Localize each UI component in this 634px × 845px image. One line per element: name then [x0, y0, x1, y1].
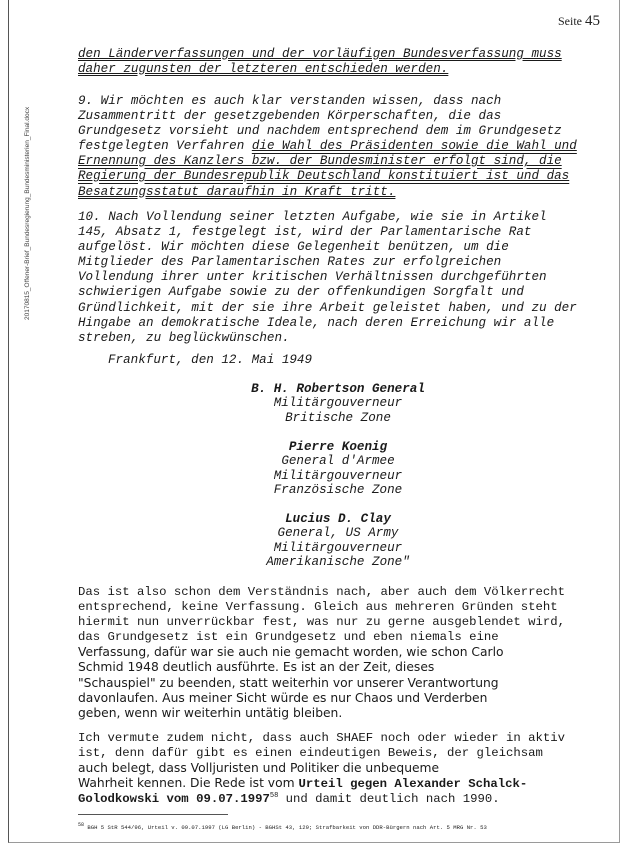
text-line: 9. Wir möchten es auch klar verstanden wissen, dass nach — [78, 94, 502, 108]
footnote-text: BGH 5 StR 544/96, Urteil v. 09.07.1997 (LG Berlin) - BGHSt 43, 129; Strafbarkeit von DDR-Bürgern nach Art. 5 MRG Nr. 53 — [84, 824, 487, 831]
signatory-name: Pierre Koenig — [288, 440, 388, 454]
footnote-ref[interactable]: 58 — [269, 792, 279, 801]
text-line: das Grundgesetz ist ein Grundgesetz und eben niemals eine — [78, 630, 499, 645]
text-line: Gründlichkeit, mit der sie ihre Arbeit geleistet haben, und zu der — [78, 300, 577, 315]
footnote — [78, 824, 487, 831]
text-line: entsprechend, keine Verfassung. Gleich aus mehreren Gründen steht — [78, 600, 558, 615]
text-line: Das ist also schon dem Verständnis nach, aber auch dem Völkerrecht — [78, 585, 566, 599]
text-line: den Länderverfassungen und der vorläufigen Bundesverfassung muss — [78, 47, 562, 61]
underlined-text: die Wahl des Präsidenten sowie die Wahl und — [251, 139, 577, 154]
text-line: Grundgesetz vorsieht und nachdem entsprechend dem im Grundgesetz — [78, 124, 562, 139]
signatory-role: Militärgouverneur — [273, 540, 403, 555]
text-line: Schmid 1948 deutlich ausführte. Es ist an der Zeit, dieses — [78, 660, 435, 675]
signatory-robertson — [78, 382, 598, 425]
text-line: Regierung der Bundesrepublik Deutschland konstituiert ist und das — [78, 169, 570, 184]
signatory-role: Militärgouverneur — [273, 396, 403, 411]
signatory-clay — [78, 512, 598, 570]
page-number-value: 45 — [585, 13, 600, 29]
text-line: streben, zu beglückwünschen. — [78, 330, 290, 345]
page-number — [558, 13, 600, 30]
footnote-separator — [78, 814, 228, 815]
text-line: "Schauspiel" zu beenden, statt weiterhin vor unserer Verantwortung — [78, 675, 499, 690]
text-line: 10. Nach Vollendung seiner letzten Aufgabe, wie sie in Artikel — [78, 210, 547, 224]
text-line: schwierigen Aufgabe sowie zu der offenkundigen Sorgfalt und — [78, 285, 524, 300]
quote-paragraph-9 — [78, 94, 598, 200]
signatory-rank: General d'Armee — [281, 454, 395, 469]
signatory-koenig — [78, 440, 598, 498]
signatory-zone: Britische Zone — [285, 410, 391, 425]
court-ruling-date: Golodkowski vom 09.07.1997 — [78, 792, 270, 807]
commentary-paragraph-1 — [78, 585, 598, 721]
text-line: Ich vermute zudem nicht, dass auch SHAEF noch oder wieder in aktiv — [78, 731, 566, 745]
text-line: aufgelöst. Wir möchten diese Gelegenheit benützen, um die — [78, 240, 509, 255]
signatory-zone: Französische Zone — [273, 483, 403, 498]
court-ruling-ref: Urteil gegen Alexander Schalck- — [298, 777, 528, 792]
text-tail: und damit deutlich nach 1990. — [278, 792, 500, 807]
place-date: Frankfurt, den 12. Mai 1949 — [108, 353, 313, 367]
text-line: Hingabe an demokratische Ideale, nach deren Erreichung wir alle — [78, 315, 555, 330]
signatory-role: Militärgouverneur — [273, 468, 403, 483]
text-line: Vollendung ihrer unter kritischen Verhältnissen durchgeführten — [78, 270, 547, 285]
text-line: auch belegt, dass Volljuristen und Politiker die unbequeme — [78, 761, 440, 776]
signatory-zone: Amerikanische Zone" — [266, 555, 410, 570]
quote-paragraph-1 — [78, 47, 598, 77]
text-line: Wahrheit kennen. Die Rede ist vom — [78, 776, 299, 791]
text-line: Mitglieder des Parlamentarischen Rates zur erfolgreichen — [78, 255, 502, 270]
text-line: ist, denn dafür gibt es einen eindeutigen Beweis, der gleichsam — [78, 746, 543, 761]
commentary-paragraph-2 — [78, 731, 598, 807]
text-line: daher zugunsten der letzteren entschieden werden. — [78, 62, 449, 77]
signatory-name: Lucius D. Clay — [285, 512, 391, 526]
quote-paragraph-10 — [78, 210, 598, 346]
signatory-name: B. H. Robertson General — [251, 382, 425, 396]
signatory-rank: General, US Army — [277, 526, 399, 541]
text-line: 145, Absatz 1, festgelegt ist, wird der Parlamentarische Rat — [78, 225, 532, 240]
text-line: Verfassung, dafür war sie auch nie gemacht worden, wie schon Carlo — [78, 645, 504, 660]
text-line: davonlaufen. Aus meiner Sicht würde es nur Chaos und Verderben — [78, 690, 488, 705]
text-line: Besatzungsstatut daraufhin in Kraft tritt. — [78, 184, 396, 199]
footnote-number: 58 — [78, 822, 85, 829]
text-line: geben, wenn wir weiterhin untätig bleiben. — [78, 705, 343, 720]
text-line: festgelegten Verfahren — [78, 139, 252, 154]
text-line: Ernennung des Kanzlers bzw. der Bundesminister erfolgt sind, die — [78, 154, 562, 169]
text-line: Zusammentritt der gesetzgebenden Körperschaften, die das — [78, 109, 502, 124]
text-line: hiermit nun unverrückbar fest, was nur zu gerne ausgeblendet wird, — [78, 615, 566, 630]
side-filename: 20170815_Offener-Brief_Bundesregierung_Bundesministerien_Final.docx — [24, 106, 31, 320]
page-label: Seite — [558, 14, 582, 28]
